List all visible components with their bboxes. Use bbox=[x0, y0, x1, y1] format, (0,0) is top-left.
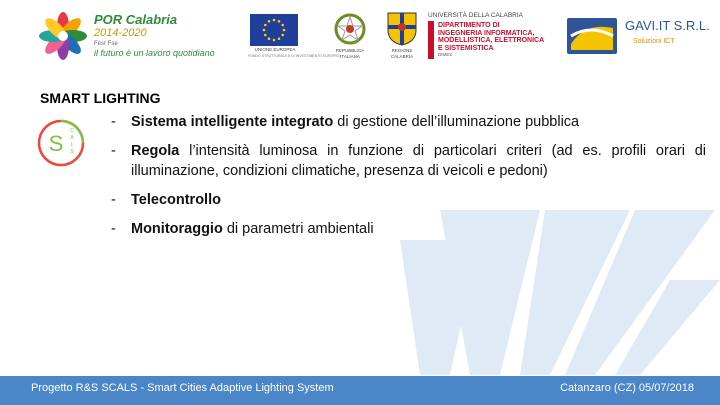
repubblica-logo bbox=[333, 12, 367, 64]
bullet-text: l’intensità luminosa in funzione di particolari criteri (ad es. profili orari di illuminazione, condizioni climatiche, presenza di veicoli e pedoni) bbox=[131, 143, 706, 179]
scals-letter: S bbox=[48, 131, 64, 156]
dept-line: E SISTEMISTICA bbox=[438, 44, 494, 52]
repubblica-line1: REPUBBLICA bbox=[335, 48, 365, 53]
repubblica-label bbox=[325, 48, 375, 60]
unical-name: UNIVERSITÀ DELLA CALABRIA bbox=[428, 12, 524, 19]
dept-line: INGEGNERIA INFORMATICA, bbox=[438, 29, 535, 37]
unical-dimes: DIMES bbox=[438, 52, 453, 57]
bullet-text: di parametri ambientali bbox=[222, 221, 374, 237]
dept-line: DIPARTIMENTO DI bbox=[438, 22, 500, 29]
bullet-dash: - bbox=[111, 114, 116, 130]
unical-logo bbox=[428, 12, 558, 66]
gavi-name: GAVI.IT S.R.L. bbox=[625, 18, 710, 33]
gavi-logo-icon bbox=[565, 14, 621, 58]
eu-logo bbox=[248, 14, 341, 62]
scals-side-c: C bbox=[70, 128, 74, 134]
bullet-bold: Monitoraggio bbox=[131, 221, 223, 237]
bullet-list bbox=[111, 112, 706, 248]
unical-bar bbox=[428, 21, 434, 59]
eu-flag-icon bbox=[250, 14, 298, 46]
logo-bar bbox=[0, 0, 720, 80]
footer-date: Catanzaro (CZ) 05/07/2018 bbox=[560, 382, 694, 394]
bullet-dash: - bbox=[111, 192, 116, 208]
gavi-logo bbox=[565, 14, 715, 60]
por-flower-icon bbox=[36, 10, 90, 62]
por-fesr: Fesr Fse bbox=[94, 41, 118, 47]
por-years: 2014-2020 bbox=[94, 27, 147, 39]
list-item bbox=[111, 112, 706, 132]
scals-side-l: L bbox=[70, 142, 74, 148]
regione-line2: CALABRIA bbox=[390, 54, 414, 59]
scals-side-s: S bbox=[70, 149, 74, 155]
footer-bar bbox=[0, 376, 720, 405]
italy-emblem-icon bbox=[333, 12, 367, 46]
regione-logo bbox=[385, 10, 419, 64]
eu-label: UNIONE EUROPEA bbox=[254, 47, 296, 52]
list-item bbox=[111, 190, 706, 210]
por-calabria-logo bbox=[36, 10, 236, 62]
eu-sub-label: FONDO STRUTTURALE E DI INVESTIMENTO EUROPEO bbox=[248, 54, 341, 58]
list-item bbox=[111, 219, 706, 239]
slide-title: SMART LIGHTING bbox=[40, 90, 161, 106]
bullet-dash: - bbox=[111, 221, 116, 237]
regione-label bbox=[377, 48, 427, 60]
unical-department bbox=[438, 22, 544, 52]
dept-line: MODELLISTICA, ELETTRONICA bbox=[438, 37, 545, 44]
footer-project: Progetto R&S SCALS - Smart Cities Adaptive Lighting System bbox=[31, 382, 334, 394]
list-item bbox=[111, 141, 706, 181]
bullet-bold: Telecontrollo bbox=[131, 192, 221, 208]
repubblica-line2: ITALIANA bbox=[340, 54, 360, 59]
por-name: POR Calabria bbox=[94, 12, 178, 27]
scals-side-a: A bbox=[70, 135, 74, 141]
calabria-crest-icon bbox=[385, 10, 419, 46]
bullet-bold: Sistema intelligente integrato bbox=[131, 114, 334, 130]
por-slogan: il futuro è un lavoro quotidiano bbox=[94, 48, 215, 58]
gavi-sub: Soluzioni ICT bbox=[633, 38, 675, 45]
bullet-bold: Regola bbox=[131, 143, 180, 159]
scals-logo-icon bbox=[36, 118, 86, 168]
regione-line1: REGIONE bbox=[391, 48, 413, 53]
bullet-text: di gestione dell’illuminazione pubblica bbox=[333, 114, 580, 130]
bullet-dash: - bbox=[111, 143, 116, 159]
